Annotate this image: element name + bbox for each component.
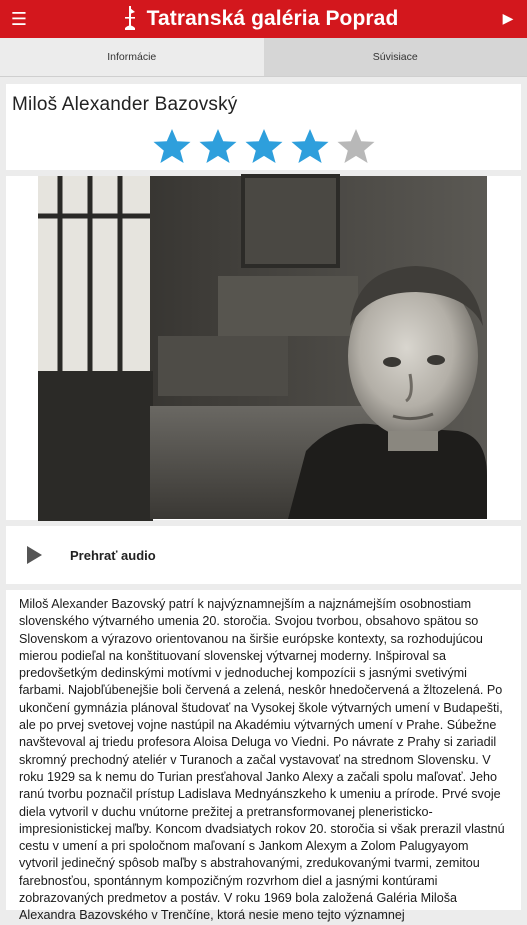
tab-info[interactable]: Informácie (0, 38, 264, 76)
artist-portrait-photo (38, 176, 487, 519)
star-rating[interactable] (6, 128, 521, 164)
hamburger-icon[interactable]: ☰ (0, 0, 38, 38)
brand (38, 5, 489, 33)
star-filled-icon[interactable] (197, 128, 239, 164)
tab-related[interactable]: Súvisiace (264, 38, 527, 76)
app-title: Tatranská galéria Poprad (147, 7, 399, 31)
play-icon[interactable]: ▶ (489, 0, 527, 38)
star-filled-icon[interactable] (151, 128, 193, 164)
artist-biography: Miloš Alexander Bazovský patrí k najvýznamnejším a najznámejším osobnostiam slovenského výtvarného umenia 20. storočia. Svojou tvorbou, obsahovo spätou so Slovenskom a výrazovo orientovanou na širšie európske kontexty, sa rozhodujúcou mierou podieľal na konštituovaní slovenskej výtvarnej moderny. Inšpiroval sa predovšetkým dedinskými motívmi v jednoduchej kompozícii s jasnými svetivými farbami. Najobľúbenejšie boli červená a zelená, neskôr hnedočervená a žltozelená. Po ukončení gymnázia plánoval študovať na Vysokej škole výtvarných umení v Budapešti, ale po prvej svetovej vojne nastúpil na Akadémiu výtvarných umení v Prahe. Súbežne navštevoval aj triedu profesora Aloisa Deluga vo Viedni. Po návrate z Prahy si zariadil skromný prechodný ateliér v Turanoch a začal vystavovať na strednom Slovensku. V roku 1929 sa k nemu do Turian presťahoval Janko Alexy a začali spolu maľovať. Jeho ranú tvorbu poznačil prístup Ladislava Mednyánszkeho k umeniu a prírode. Prvé svoje diela vytvoril v duchu vnútorne prežitej a pretransformovanej pleneristicko-impresionistickej maľby. Koncom dvadsiatych rokov 20. storočia si však prerazil vlastnú cestu v umení a pri spoločnom maľovaní s Jankom Alexym a Zolom Palugyayom vytvoril jedinečný spôsob maľby s abstrahovanými, zredukovanými tvarmi, zemitou farebnosťou, spontánnym kompozičným rozvrhom diel a jasnými kontúrami zobrazovaných predmetov a postáv. V roku 1969 bola založená Galéria Miloša Alexandra Bazovského v Trenčíne, ktorá nesie meno tejto významnej (19, 596, 511, 925)
photo-card (6, 176, 521, 520)
star-filled-icon[interactable] (289, 128, 331, 164)
tab-bar (0, 38, 527, 77)
artist-name: Miloš Alexander Bazovský (12, 94, 238, 116)
star-filled-icon[interactable] (243, 128, 285, 164)
gallery-logo-icon (121, 5, 139, 33)
bio-card (6, 590, 521, 910)
star-empty-icon[interactable] (335, 128, 377, 164)
app-header (0, 0, 527, 38)
audio-player[interactable] (6, 526, 521, 584)
play-audio-label[interactable]: Prehrať audio (70, 548, 156, 563)
play-icon[interactable] (24, 545, 44, 565)
artist-header-card (6, 84, 521, 170)
